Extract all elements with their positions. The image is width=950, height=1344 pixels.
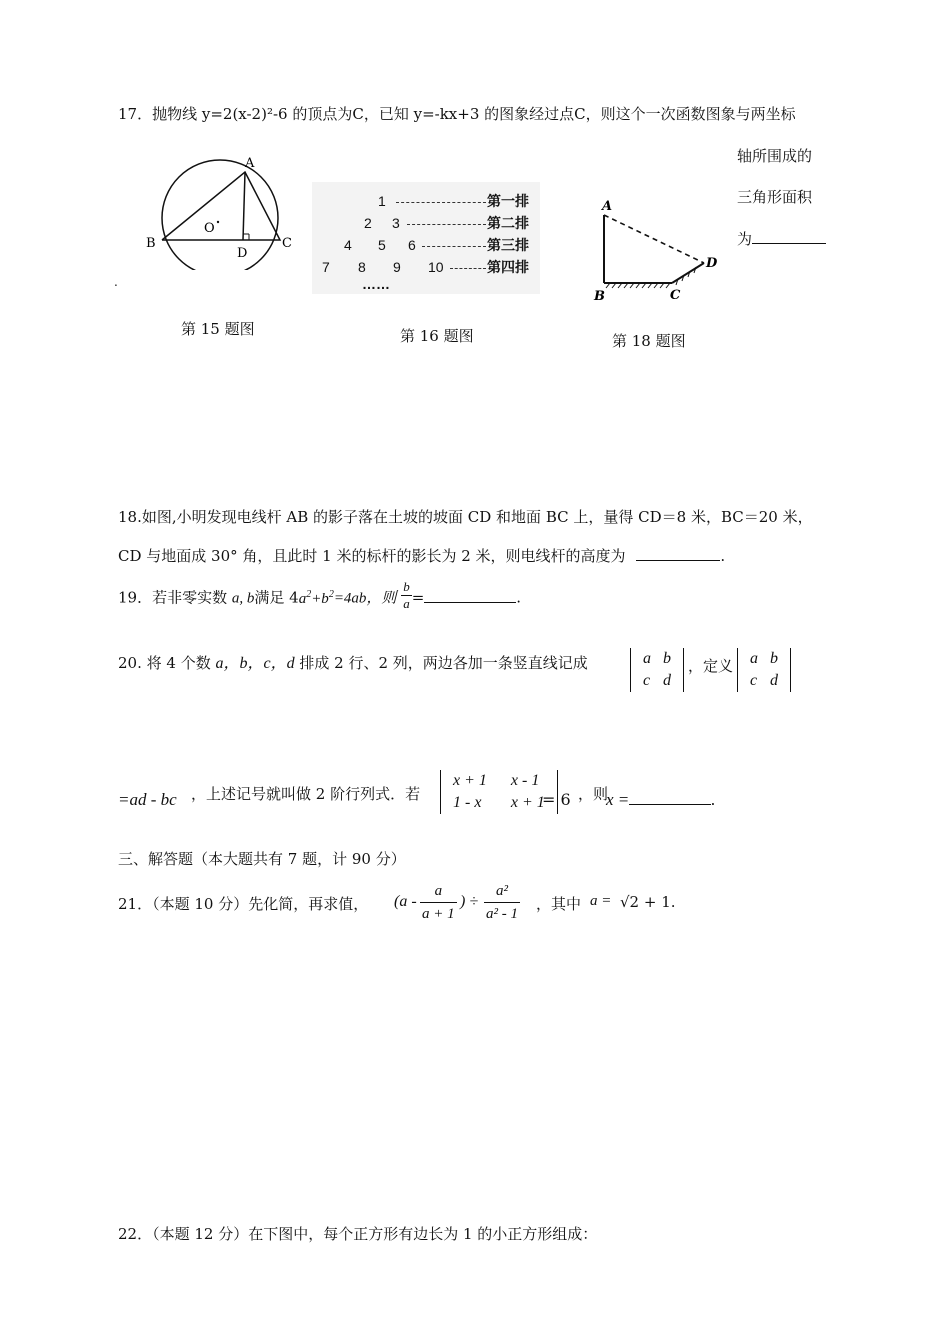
det2-c: c	[750, 672, 758, 689]
fig16-row3-leader	[422, 246, 486, 247]
q21-f2-num: a²	[484, 880, 520, 903]
figure-15-circle	[140, 150, 310, 270]
fig15-center-dot	[217, 221, 219, 223]
q21-where: ，其中	[536, 895, 582, 913]
det2-d: d	[770, 672, 778, 689]
q18-answer-blank[interactable]	[636, 546, 720, 561]
q21-f1-num: a	[420, 880, 457, 903]
q18-line2: CD 与地面成 30° 角，且此时 1 米的标杆的影长为 2 米，则电线杆的高度为 .	[118, 547, 726, 565]
q19-line: 19．若非零实数 a, b满足 $4a^2+b^2=4ab$，则 $\frac{b}{a}$ = .	[118, 579, 522, 611]
fig15-caption: 第 15 题图	[181, 320, 255, 338]
q19-prefix: 19．若非零实数	[118, 588, 228, 607]
fig16-ellipsis: ……	[362, 276, 390, 292]
q20-define: ，定义	[688, 657, 734, 675]
fig18-label-b: B	[594, 289, 605, 304]
fig16-row1-leader	[396, 202, 486, 203]
det-b: b	[663, 650, 671, 667]
fig16-row3-num-c: 6	[408, 237, 416, 253]
fig16-row4-label: 第四排	[487, 259, 529, 275]
fig16-row4-num-a: 7	[322, 259, 330, 275]
det3-r1c1: x + 1	[453, 772, 487, 789]
q21-frac1	[420, 880, 457, 925]
q17-cont-2: 三角形面积	[737, 188, 813, 206]
q20-det-problem	[440, 770, 558, 814]
q19-frac-num: b	[403, 579, 410, 594]
q21-sqrt-text: √2 + 1	[620, 893, 671, 911]
q20-xeq-text: x =	[606, 790, 630, 809]
fig16-row4-num-c: 9	[393, 259, 401, 275]
q17-answer-blank[interactable]	[752, 229, 826, 244]
stray-dot: .	[114, 275, 118, 289]
fig15-label-b: B	[146, 236, 156, 251]
q20-then: ，则	[578, 785, 609, 803]
det2-b: b	[770, 650, 778, 667]
fig18-label-d: D	[706, 256, 718, 271]
det3-r2c1: 1 - x	[453, 794, 482, 811]
figure-18-pole	[590, 195, 730, 310]
fig15-label-d: D	[237, 246, 248, 261]
q17-cont-1: 轴所围成的	[737, 147, 813, 165]
q22-text: 22．（本题 12 分）在下图中，每个正方形有边长为 1 的小正方形组成：	[118, 1225, 598, 1243]
fig18-caption: 第 18 题图	[612, 332, 686, 350]
q20-vars: a，b，c，d	[215, 655, 295, 672]
q21-frac2	[484, 880, 520, 925]
q20-eq6: = 6	[542, 790, 571, 809]
q17-cont-3	[737, 228, 826, 249]
q19-fraction	[401, 579, 412, 612]
det-d: d	[663, 672, 671, 689]
q17-wei: 为	[737, 230, 753, 248]
q17-text: 17．抛物线 y=2(x-2)²-6 的顶点为C，已知 y=-kx+3 的图象经过点C，则这个一次函数图象与两坐标	[118, 105, 796, 123]
fig16-row1-label: 第一排	[487, 193, 529, 209]
fig16-row3-label: 第三排	[487, 237, 529, 253]
q20-det-example	[630, 648, 684, 692]
q20-result: =ad - bc	[118, 790, 177, 809]
fig18-label-c: C	[670, 288, 681, 303]
q19-mid: 满足 4	[254, 588, 299, 607]
fig16-row4-leader	[450, 268, 486, 269]
q19-equals: =	[411, 588, 425, 607]
q21-prefix: 21．（本题 10 分）先化简，再求值，	[118, 895, 369, 913]
q19-a2b2: $a^2+b^2$	[298, 588, 334, 607]
fig16-row4-num-b: 8	[358, 259, 366, 275]
q21-f1-den: a + 1	[422, 906, 455, 922]
q18-line1: 18.如图,小明发现电线杆 AB 的影子落在土坡的坡面 CD 和地面 BC 上，量得 CD＝8 米，BC＝20 米，	[118, 508, 813, 526]
q21-f2-den: a² - 1	[486, 906, 518, 922]
q20-line1	[118, 650, 588, 673]
q19-eq: =4ab，则	[333, 590, 397, 607]
fig16-caption: 第 16 题图	[400, 327, 474, 345]
fig15-label-o: O	[204, 221, 215, 236]
q18-line2-text: CD 与地面成 30° 角，且此时 1 米的标杆的影长为 2 米，则电线杆的高度为	[118, 547, 626, 565]
fig16-row2-label: 第二排	[487, 215, 529, 231]
fig16-row1-nums: 1	[378, 193, 386, 209]
q20-det-define	[737, 648, 791, 692]
fig16-row2-num-b: 3	[392, 215, 400, 231]
fig16-row3-num-a: 4	[344, 237, 352, 253]
q21-close-div: ) ÷	[460, 893, 479, 910]
q21-aval: a =	[590, 893, 612, 909]
det3-r1c2: x - 1	[510, 772, 540, 789]
fig16-row4-num-d: 10	[428, 259, 444, 275]
fig15-label-c: C	[282, 236, 292, 251]
q19-vars: a, b	[231, 590, 255, 607]
q20-answer-blank[interactable]	[629, 796, 711, 805]
q20-mid: 排成 2 行、2 列，两边各加一条竖直线记成	[299, 654, 588, 672]
q21-expr-a: (a -	[394, 893, 417, 910]
fig16-row2-leader	[407, 224, 486, 225]
figure-16-rows	[312, 182, 540, 294]
q20-prefix: 20. 将 4 个数	[118, 654, 211, 672]
det3-r2c2: x + 1	[510, 794, 545, 811]
det-c: c	[643, 672, 651, 689]
q20-desc: ，上述记号就叫做 2 阶行列式．若	[191, 785, 421, 803]
section-3-title: 三、解答题（本大题共有 7 题，计 90 分）	[118, 850, 406, 868]
q20-xeq: x = .	[606, 790, 716, 809]
fig18-label-a: A	[602, 199, 613, 214]
fig16-row2-num-a: 2	[364, 215, 372, 231]
fig15-label-a: A	[245, 156, 255, 171]
det-a: a	[643, 650, 651, 667]
fig16-row3-num-b: 5	[378, 237, 386, 253]
q19-answer-blank[interactable]	[424, 588, 516, 603]
q21-sqrt: √2 + 1.	[620, 893, 676, 911]
det2-a: a	[750, 650, 758, 667]
q19-frac-den: a	[403, 596, 410, 611]
